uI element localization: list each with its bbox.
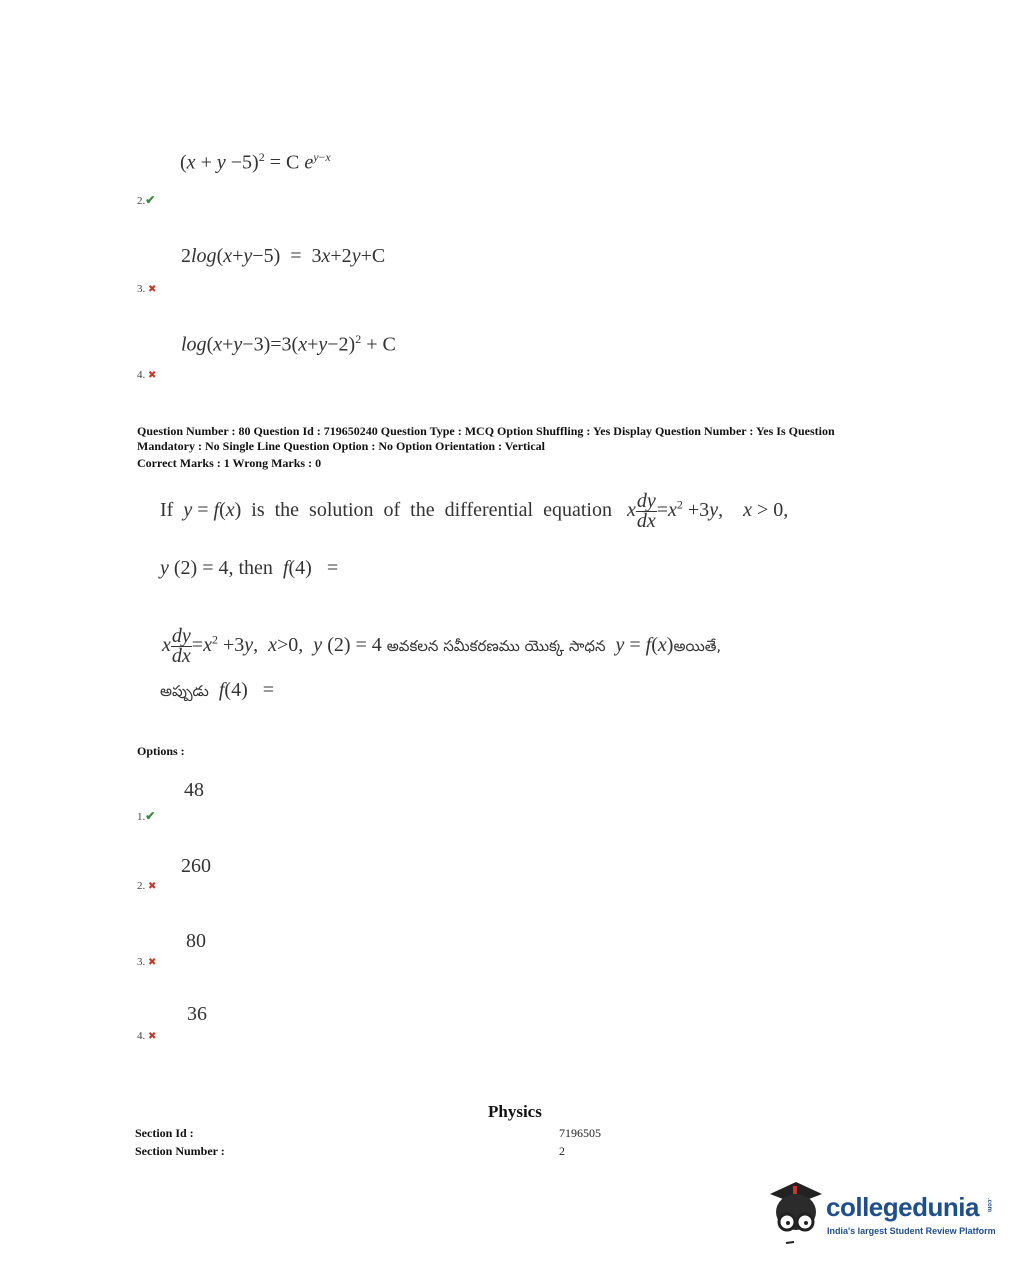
section-number-label: Section Number : xyxy=(135,1144,225,1158)
option-4-value: 36 xyxy=(187,1003,207,1025)
check-icon: ✔ xyxy=(145,809,156,823)
prev-option-4-number: 4. xyxy=(137,369,146,381)
prev-option-4-label xyxy=(137,369,156,381)
option-3-value: 80 xyxy=(186,930,206,952)
question-meta-line-1: Question Number : 80 Question Id : 719650240 Question Type : MCQ Option Shuffling : Yes Display Question Number : Yes Is Question xyxy=(137,424,835,438)
question-english-line-2: y (2) = 4, then f(4) = xyxy=(160,557,339,579)
prev-option-4-expression: $\log(x+y-3)=3(x+y-2)^2 + C$ xyxy=(181,332,396,356)
collegedunia-logo xyxy=(766,1176,996,1246)
section-id-value: 7196505 xyxy=(559,1126,601,1140)
option-3-number: 3. xyxy=(137,956,146,968)
option-2-value: 260 xyxy=(181,855,211,877)
question-english-line-1: If y = f(x) is the solution of the differential equation x $\frac{dy}{dx}$ $=x^2 +3y$, x > 0, xyxy=(160,490,789,532)
prev-option-3-label xyxy=(137,283,156,295)
cross-icon: ✖ xyxy=(148,957,157,968)
cross-icon: ✖ xyxy=(148,1031,157,1042)
prev-option-2-label xyxy=(137,193,155,208)
option-4-number: 4. xyxy=(137,1030,146,1042)
cross-icon: ✖ xyxy=(148,370,157,381)
section-number-value: 2 xyxy=(559,1144,565,1158)
option-1-value: 48 xyxy=(184,779,204,801)
prev-option-2-expression: $(x + y -5)^2 = C$ $e^{y-x}$ xyxy=(180,150,331,174)
options-label: Options : xyxy=(137,744,185,758)
question-metadata xyxy=(137,424,907,471)
option-2-number: 2. xyxy=(137,880,146,892)
section-id-label: Section Id : xyxy=(135,1126,194,1140)
section-title: Physics xyxy=(488,1102,542,1121)
option-4-label xyxy=(137,1030,156,1042)
question-marks: Correct Marks : 1 Wrong Marks : 0 xyxy=(137,456,322,470)
option-3-label xyxy=(137,956,156,968)
logo-tagline: India's largest Student Review Platform xyxy=(827,1226,996,1236)
question-meta-line-2: Mandatory : No Single Line Question Option : No Option Orientation : Vertical xyxy=(137,439,546,453)
logo-suffix: .com xyxy=(986,1198,992,1213)
prev-option-3-expression: 2log(x+y−5) = 3x+2y+C xyxy=(181,245,386,267)
option-2-label xyxy=(137,880,156,892)
prev-option-3-number: 3. xyxy=(137,283,146,295)
question-telugu-line-1: x $\frac{dy}{dx}$ $=x^2 +3y$, x>0, y (2) = 4 అవకలన సమీకరణము యొక్క సాధన y = f(x)అయితే, xyxy=(162,625,722,667)
check-icon: ✔ xyxy=(145,193,156,207)
question-telugu-line-2: అప్పుడు f(4) = xyxy=(160,679,275,701)
option-1-label xyxy=(137,809,155,824)
prev-option-2-number: 2. xyxy=(137,195,146,207)
mascot-icon xyxy=(766,1176,826,1246)
logo-name: collegedunia xyxy=(826,1192,979,1222)
cross-icon: ✖ xyxy=(148,881,157,892)
option-1-number: 1. xyxy=(137,811,146,823)
cross-icon: ✖ xyxy=(148,284,157,295)
